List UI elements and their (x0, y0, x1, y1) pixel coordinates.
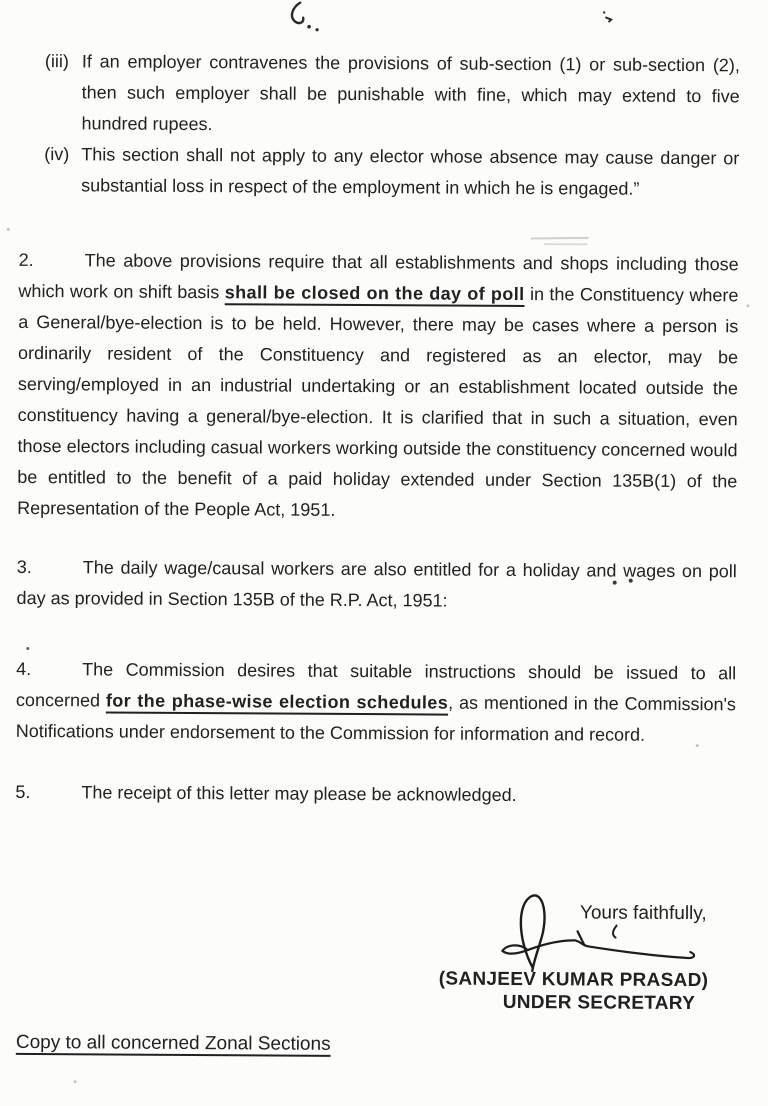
para-number: 3. (16, 556, 32, 578)
emphasis-underlined: shall be closed on the day of poll (224, 282, 525, 305)
para-text: , as mentioned in the Commission's Notifications under endorsement to the Commission for information and record. (15, 692, 737, 745)
scan-speck (74, 1080, 77, 1083)
signature-block (434, 882, 727, 1015)
signatory-name: (SANJEEV KUMAR PRASAD) (438, 968, 709, 992)
para-text: The receipt of this letter may please be acknowledged. (81, 782, 517, 805)
paragraph-3 (16, 552, 736, 618)
item-text: If an employer contravenes the provisions of sub-section (1) or sub-section (2), then such employer shall be punishable with fine, which may extend to five hundred rupees. (81, 51, 740, 135)
emphasis-underlined: for the phase-wise election schedules (105, 690, 449, 713)
paragraph-4 (16, 654, 737, 751)
para-text: The Commission desires that suitable instructions should be issued to all concerned (15, 659, 737, 711)
para-text: in the Constituency where a General/bye-election is to be held. However, there may be cases where a person is ordinarily resident of the Constituency and registered as an elector, may be serving/employed in an industrial undertaking or an establishment located outside the constituency having a general/bye-election. It is clarified that in such a situation, even those electors including casual workers working outside the constituency concerned would be entitled to the benefit of a paid holiday extended under Section 135B(1) of the Representation of the People Act, 1951. (17, 284, 739, 520)
para-text: The above provisions require that all establishments and shops including those which work on shift basis (18, 250, 739, 303)
signatory-title: UNDER SECRETARY (502, 991, 696, 1015)
para-text: The daily wage/causal workers are also entitled for a holiday and wages on poll day as provided in Section 135B of the R.P. Act, 1951: (16, 557, 737, 611)
item-label: (iv) (44, 144, 70, 165)
item-text: This section shall not apply to any elector whose absence may cause danger or substantial loss in respect of the employment in which he is engaged.” (81, 144, 740, 199)
list-item-iii (19, 46, 740, 143)
para-number: 2. (18, 249, 34, 271)
para-number: 4. (16, 658, 32, 680)
closing-salutation: Yours faithfully, (579, 902, 707, 925)
paragraph-2 (17, 245, 739, 528)
copy-note: Copy to all concerned Zonal Sections (15, 1031, 331, 1055)
item-label: (iii) (44, 51, 69, 72)
para-number: 5. (15, 781, 31, 803)
paragraph-5 (15, 777, 735, 812)
list-item-iv (19, 139, 739, 205)
